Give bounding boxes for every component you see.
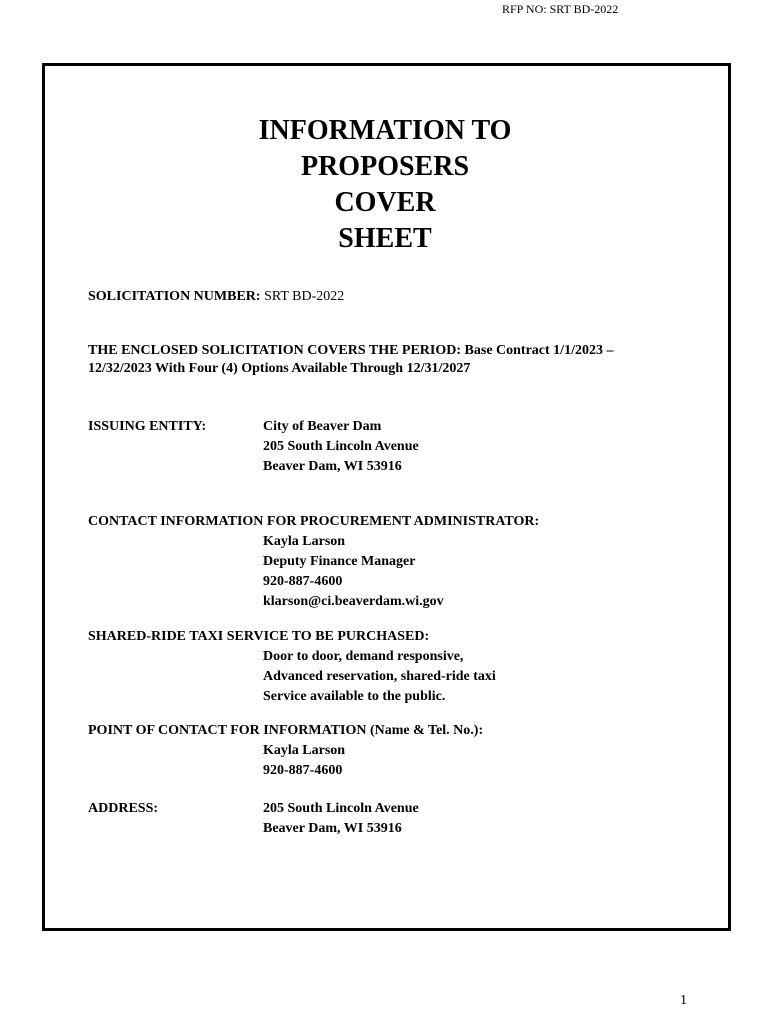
title-line: INFORMATION TO [258, 115, 512, 146]
solicitation-number-value: SRT BD-2022 [264, 289, 345, 304]
title-line: PROPOSERS [300, 151, 470, 182]
solicitation-period-line: THE ENCLOSED SOLICITATION COVERS THE PERIOD: Base Contract 1/1/2023 – [88, 343, 614, 358]
solicitation-number [88, 287, 344, 307]
issuing-entity-label: ISSUING ENTITY: [88, 419, 207, 434]
document-title [0, 113, 770, 257]
service-details [263, 647, 496, 707]
title-line: COVER [334, 187, 436, 218]
procurement-contact-line: Kayla Larson [263, 534, 346, 549]
page-number: 1 [680, 993, 687, 1008]
rfp-reference: RFP NO: SRT BD-2022 [502, 2, 619, 16]
address-line: 205 South Lincoln Avenue [263, 801, 419, 816]
point-of-contact-label: POINT OF CONTACT FOR INFORMATION (Name & Tel. No.): [88, 723, 484, 738]
issuing-entity-line: 205 South Lincoln Avenue [263, 439, 419, 454]
point-of-contact-line: Kayla Larson [263, 743, 346, 758]
solicitation-period-line: 12/32/2023 With Four (4) Options Available Through 12/31/2027 [88, 361, 471, 376]
service-line: Service available to the public. [263, 689, 446, 704]
procurement-contact-details [263, 532, 444, 612]
address-details [263, 799, 419, 839]
point-of-contact-details [263, 741, 345, 781]
service-label: SHARED-RIDE TAXI SERVICE TO BE PURCHASED: [88, 629, 430, 644]
solicitation-period [88, 342, 678, 378]
issuing-entity-line: City of Beaver Dam [263, 419, 382, 434]
issuing-entity-line: Beaver Dam, WI 53916 [263, 459, 402, 474]
service-line: Advanced reservation, shared-ride taxi [263, 669, 496, 684]
address-line: Beaver Dam, WI 53916 [263, 821, 402, 836]
procurement-contact-line: 920-887-4600 [263, 574, 343, 589]
service-line: Door to door, demand responsive, [263, 649, 464, 664]
title-line: SHEET [338, 223, 432, 254]
procurement-contact-email: klarson@ci.beaverdam.wi.gov [263, 594, 444, 609]
solicitation-number-label: SOLICITATION NUMBER: [88, 289, 261, 304]
procurement-contact-label: CONTACT INFORMATION FOR PROCUREMENT ADMINISTRATOR: [88, 514, 540, 529]
point-of-contact-line: 920-887-4600 [263, 763, 343, 778]
issuing-entity-details [263, 417, 419, 477]
procurement-contact-line: Deputy Finance Manager [263, 554, 416, 569]
address-label: ADDRESS: [88, 801, 159, 816]
